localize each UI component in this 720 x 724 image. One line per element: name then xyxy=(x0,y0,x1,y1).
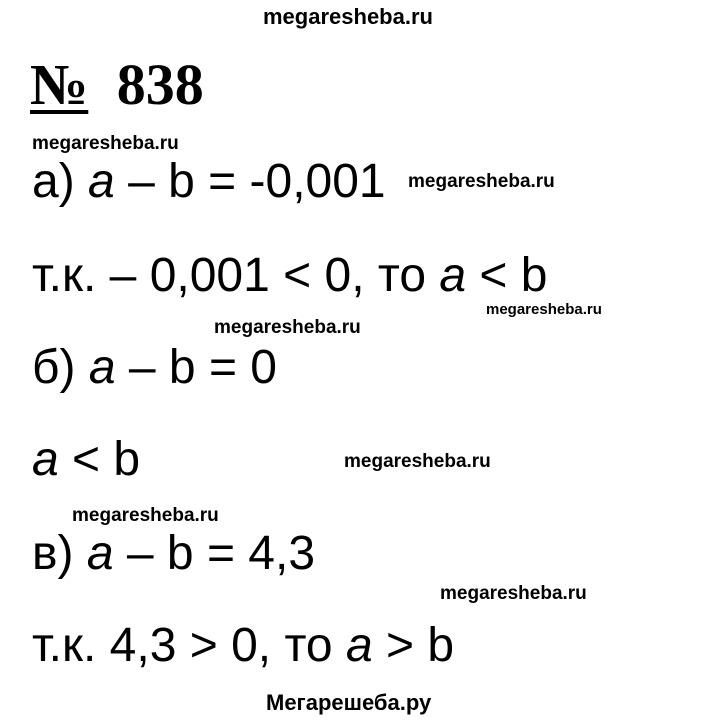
site-header-watermark: megaresheba.ru xyxy=(263,4,433,29)
conclusion-text: т.к. 4,3 > 0, то xyxy=(32,619,333,672)
variable-a: a xyxy=(86,527,114,580)
watermark: megaresheba.ru xyxy=(344,451,491,472)
comparison: < b xyxy=(479,249,548,302)
part-b-label: б) xyxy=(32,341,76,394)
part-a-expression: – b = -0,001 xyxy=(128,155,386,208)
variable-a: a xyxy=(345,619,373,672)
watermark: megaresheba.ru xyxy=(486,301,602,318)
comparison: < b xyxy=(72,433,141,486)
watermark: megaresheba.ru xyxy=(408,171,555,192)
part-a-label: а) xyxy=(32,155,75,208)
watermark: megaresheba.ru xyxy=(32,133,179,154)
problem-number xyxy=(30,52,204,117)
number-sign: № xyxy=(30,52,89,117)
problem-number-value: 838 xyxy=(116,52,204,117)
part-a-equation xyxy=(32,155,386,208)
part-b-result xyxy=(32,433,141,486)
watermark: megaresheba.ru xyxy=(214,317,361,338)
variable-a: a xyxy=(88,155,115,208)
part-c-expression: – b = 4,3 xyxy=(126,527,316,580)
part-b-expression: – b = 0 xyxy=(128,341,277,394)
part-c-conclusion xyxy=(32,619,455,672)
site-footer-watermark: Мегарешеба.ру xyxy=(266,690,432,715)
variable-a: a xyxy=(32,433,59,486)
part-b-equation xyxy=(32,341,277,394)
conclusion-text: т.к. – 0,001 < 0, то xyxy=(32,249,427,302)
watermark: megaresheba.ru xyxy=(72,505,219,526)
variable-a: a xyxy=(439,249,467,302)
variable-a: a xyxy=(88,341,116,394)
part-c-equation xyxy=(32,527,316,580)
part-a-conclusion xyxy=(32,249,548,302)
comparison: > b xyxy=(386,619,455,672)
watermark: megaresheba.ru xyxy=(440,583,587,604)
part-c-label: в) xyxy=(32,527,74,580)
